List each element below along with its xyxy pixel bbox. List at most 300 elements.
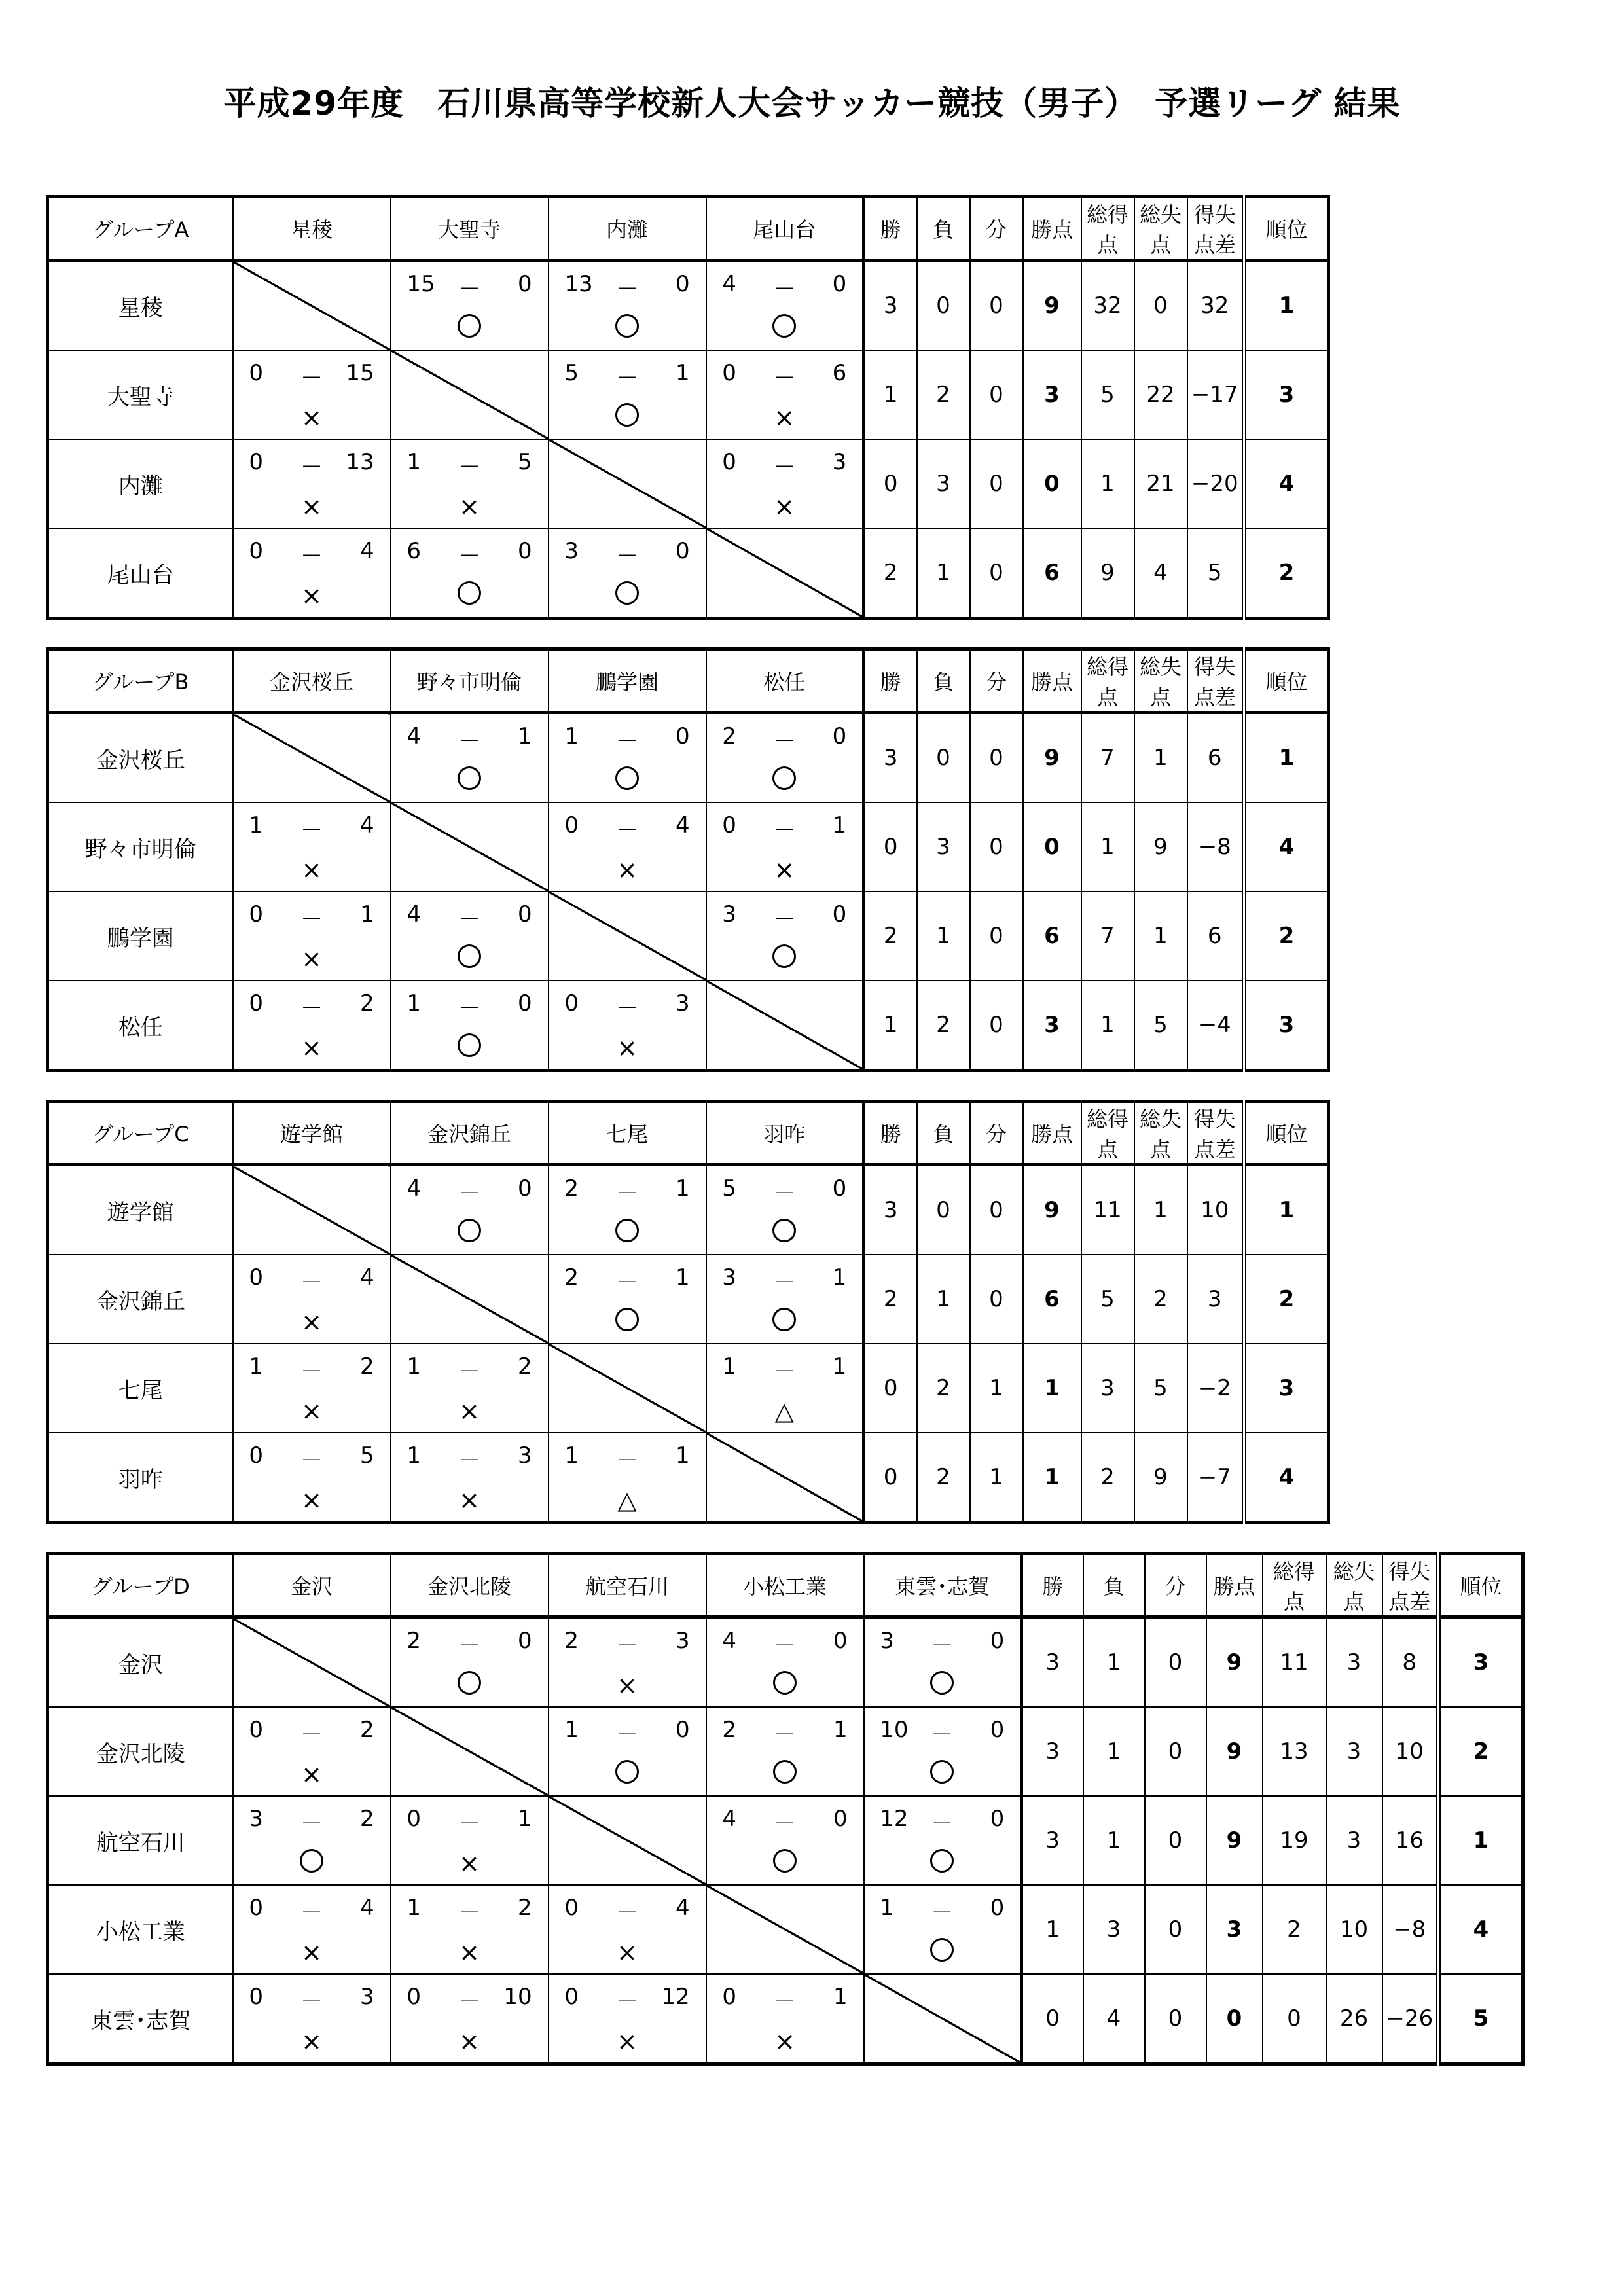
score-box [234,529,390,617]
score-dash: － [616,543,638,569]
match-result [233,1796,391,1885]
stat-losses: 1 [1083,1796,1145,1885]
match-result [549,350,706,439]
score-box [549,262,706,350]
score-dash: － [458,1359,480,1385]
stat-draws: 0 [970,528,1023,619]
stat-rank: 1 [1244,1165,1329,1255]
stat-points: 9 [1206,1796,1263,1885]
win-circle-icon [930,1760,954,1784]
loss-cross-icon: × [774,855,795,884]
win-circle-icon [930,1671,954,1695]
goals-for: 1 [564,723,579,749]
team-row [48,1165,1329,1255]
goals-against: 0 [517,1175,532,1202]
stat-draws: 0 [1145,1617,1206,1708]
stat-points: 1 [1023,1344,1081,1433]
score-dash: － [616,996,638,1022]
group-label: グループD [48,1554,233,1617]
stat-rank: 1 [1244,713,1329,803]
score-dash: － [458,1633,480,1659]
stat-rank: 1 [1244,260,1329,351]
loss-cross-icon: × [617,1033,638,1062]
stat-points: 6 [1023,528,1081,619]
goals-for: 15 [406,271,435,297]
score-box [391,981,548,1069]
row-team-name: 金沢桜丘 [48,713,233,803]
stat-wins: 0 [1022,1974,1083,2064]
goals-for: 1 [722,1354,736,1380]
stat-wins: 2 [864,528,917,619]
score-dash: － [774,1989,796,2015]
self-match-cell [706,1885,864,1974]
loss-cross-icon: × [774,2027,795,2056]
match-result [233,802,391,891]
match-result [706,1974,864,2064]
stat-losses: 0 [917,713,970,803]
stat-header: 総得点 [1081,197,1134,260]
score-dash: － [931,1811,954,1837]
self-match-cell [706,980,864,1071]
group-label: グループB [48,649,233,713]
stat-header: 勝点 [1206,1554,1263,1617]
stat-header: 総得点 [1081,1102,1134,1165]
goals-against: 1 [517,723,532,749]
goals-against: 1 [675,1443,690,1469]
stat-wins: 2 [864,891,917,980]
score-box [549,1166,706,1254]
stat-losses: 1 [917,1255,970,1344]
stat-header: 総失点 [1326,1554,1382,1617]
goals-for: 0 [564,1984,579,2010]
self-match-cell [391,350,549,439]
stat-points: 3 [1023,350,1081,439]
score-box [234,351,390,439]
goals-for: 0 [249,360,264,386]
stat-draws: 0 [1145,1796,1206,1885]
match-result [549,1974,706,2064]
goals-for: 0 [249,901,264,927]
stat-rank: 2 [1439,1707,1523,1796]
score-dash: － [931,1633,954,1659]
stat-goals-against-total: 0 [1134,260,1187,351]
score-box [865,1797,1020,1884]
win-circle-icon [773,1671,797,1695]
goals-for: 0 [722,449,736,475]
header-row [48,1554,1523,1617]
stat-goal-difference: −20 [1187,439,1244,528]
row-team-name: 羽咋 [48,1433,233,1523]
score-box [391,262,548,350]
score-box [707,1344,863,1432]
match-result [391,1885,549,1974]
stat-goals-for-total: 19 [1263,1796,1326,1885]
stat-goals-against-total: 26 [1326,1974,1382,2064]
stat-header: 負 [917,1102,970,1165]
stat-goals-for-total: 2 [1263,1885,1326,1974]
goals-against: 13 [346,449,374,475]
goals-for: 3 [722,1265,736,1291]
stat-points: 3 [1206,1885,1263,1974]
score-dash: － [300,996,323,1022]
team-row [48,1344,1329,1433]
goals-against: 2 [517,1354,532,1380]
loss-cross-icon: × [301,1033,322,1062]
goals-against: 0 [990,1628,1005,1654]
goals-against: 12 [661,1984,690,2010]
stat-wins: 3 [864,713,917,803]
win-circle-icon [615,314,639,338]
self-match-cell [391,1255,549,1344]
goals-for: 0 [564,1895,579,1921]
stat-wins: 3 [1022,1707,1083,1796]
group-c-table [46,1100,1330,1524]
stat-header: 分 [970,197,1023,260]
goals-against: 0 [675,723,690,749]
stat-goal-difference: −4 [1187,980,1244,1071]
goals-for: 0 [564,812,579,838]
match-result [549,1165,706,1255]
match-result [233,980,391,1071]
goals-for: 4 [406,901,422,927]
stat-goals-against-total: 22 [1134,350,1187,439]
goals-against: 0 [675,1717,690,1743]
column-team-name: 尾山台 [706,197,864,260]
stat-header: 勝 [864,1102,917,1165]
score-box [707,892,863,980]
win-circle-icon [772,1308,796,1331]
score-dash: － [773,728,796,755]
goals-against: 2 [359,990,374,1016]
goals-against: 1 [359,901,374,927]
column-team-name: 金沢 [233,1554,391,1617]
row-team-name: 金沢錦丘 [48,1255,233,1344]
score-dash: － [931,1900,954,1926]
goals-for: 0 [249,538,264,564]
match-result [864,1707,1022,1796]
column-team-name: 大聖寺 [391,197,549,260]
column-team-name: 松任 [706,649,864,713]
stat-goal-difference: 6 [1187,713,1244,803]
goals-for: 10 [880,1717,909,1743]
column-team-name: 金沢桜丘 [233,649,391,713]
score-dash: － [773,365,796,391]
score-dash: － [458,454,480,480]
row-team-name: 遊学館 [48,1165,233,1255]
stat-losses: 2 [917,1344,970,1433]
loss-cross-icon: × [301,855,322,884]
goals-for: 5 [722,1175,736,1202]
score-box [549,1886,706,1973]
match-result [391,1165,549,1255]
score-box [549,351,706,439]
goals-for: 5 [564,360,579,386]
stat-losses: 2 [917,980,970,1071]
team-row [48,1255,1329,1344]
match-result [706,802,864,891]
stat-goals-against-total: 1 [1134,891,1187,980]
row-team-name: 東雲･志賀 [48,1974,233,2064]
goals-against: 2 [359,1717,374,1743]
match-result [391,1617,549,1708]
stat-draws: 0 [1145,1974,1206,2064]
stat-goals-against-total: 4 [1134,528,1187,619]
score-box [707,1166,863,1254]
score-dash: － [774,1633,796,1659]
score-box [707,1619,863,1706]
match-result [233,1974,391,2064]
stat-goals-for-total: 9 [1081,528,1134,619]
self-match-cell [864,1974,1022,2064]
stat-losses: 1 [917,528,970,619]
team-row [48,802,1329,891]
stat-draws: 0 [970,980,1023,1071]
stat-draws: 0 [970,1165,1023,1255]
win-circle-icon [458,944,481,968]
goals-against: 5 [359,1443,374,1469]
stat-losses: 3 [917,439,970,528]
score-dash: － [616,1270,638,1296]
stat-wins: 1 [864,350,917,439]
match-result [706,1344,864,1433]
score-dash: － [774,1811,796,1837]
score-dash: － [616,817,638,844]
row-team-name: 尾山台 [48,528,233,619]
stat-goals-against-total: 5 [1134,1344,1187,1433]
group-label: グループC [48,1102,233,1165]
match-result [233,1344,391,1433]
team-row [48,1433,1329,1523]
goals-for: 4 [406,1175,422,1202]
loss-cross-icon: × [459,1849,480,1878]
self-match-cell [549,891,706,980]
score-dash: － [300,906,323,933]
self-match-cell [391,802,549,891]
match-result [549,1433,706,1523]
match-result [706,1165,864,1255]
stat-goals-for-total: 11 [1263,1617,1326,1708]
team-row [48,1707,1523,1796]
score-box [391,892,548,980]
stat-header: 得失点差 [1187,197,1244,260]
loss-cross-icon: × [617,855,638,884]
score-dash: － [458,996,480,1022]
goals-against: 4 [359,538,374,564]
win-circle-icon [772,944,796,968]
goals-for: 0 [722,812,736,838]
score-dash: － [300,365,323,391]
stat-points: 9 [1023,260,1081,351]
match-result [706,891,864,980]
match-result [391,1796,549,1885]
stat-goals-for-total: 5 [1081,350,1134,439]
loss-cross-icon: × [301,492,322,521]
row-team-name: 松任 [48,980,233,1071]
stat-wins: 0 [864,1433,917,1523]
stat-points: 1 [1023,1433,1081,1523]
column-team-name: 小松工業 [706,1554,864,1617]
score-box [234,1886,390,1973]
stat-rank: 3 [1244,980,1329,1071]
goals-for: 1 [564,1443,579,1469]
goals-for: 12 [880,1806,909,1832]
goals-against: 3 [675,1628,690,1654]
stat-draws: 0 [970,713,1023,803]
match-result [706,713,864,803]
score-dash: － [300,1989,323,2015]
goals-for: 0 [249,1717,264,1743]
self-match-cell [233,1617,391,1708]
win-circle-icon [930,1938,954,1962]
stat-rank: 3 [1244,1344,1329,1433]
goals-against: 0 [832,723,847,749]
self-match-cell [233,713,391,803]
stat-goals-for-total: 11 [1081,1165,1134,1255]
stat-header: 勝 [864,649,917,713]
column-team-name: 鵬学園 [549,649,706,713]
stat-header: 順位 [1439,1554,1523,1617]
score-box [549,1975,706,2062]
win-circle-icon [458,314,481,338]
stat-points: 9 [1206,1617,1263,1708]
match-result [549,1707,706,1796]
stat-goals-for-total: 0 [1263,1974,1326,2064]
score-box [549,803,706,891]
goals-for: 3 [880,1628,894,1654]
score-dash: － [458,276,480,302]
stat-wins: 3 [1022,1796,1083,1885]
column-team-name: 星稜 [233,197,391,260]
stat-goals-for-total: 1 [1081,439,1134,528]
match-result [391,980,549,1071]
goals-for: 1 [406,1443,422,1469]
score-dash: － [616,728,638,755]
team-row [48,439,1329,528]
goals-against: 0 [517,901,532,927]
goals-for: 0 [249,1895,264,1921]
stat-draws: 0 [970,1255,1023,1344]
score-box [865,1619,1020,1706]
stat-header: 総失点 [1134,197,1187,260]
row-team-name: 航空石川 [48,1796,233,1885]
score-dash: － [616,1722,638,1748]
goals-against: 3 [832,449,847,475]
stat-header: 順位 [1244,1102,1329,1165]
score-dash: － [774,1722,796,1748]
stat-wins: 3 [1022,1617,1083,1708]
goals-against: 3 [517,1443,532,1469]
stat-goal-difference: 5 [1187,528,1244,619]
stat-goals-against-total: 9 [1134,1433,1187,1523]
goals-for: 2 [564,1175,579,1202]
column-team-name: 遊学館 [233,1102,391,1165]
loss-cross-icon: × [301,1397,322,1426]
score-box [549,981,706,1069]
goals-against: 5 [517,449,532,475]
self-match-cell [233,1165,391,1255]
goals-for: 4 [406,723,422,749]
goals-for: 0 [249,1984,264,2010]
stat-goals-for-total: 1 [1081,802,1134,891]
goals-for: 4 [722,1806,737,1832]
stat-points: 6 [1023,891,1081,980]
column-team-name: 金沢錦丘 [391,1102,549,1165]
score-dash: － [773,817,796,844]
win-circle-icon [615,1219,639,1242]
stat-draws: 0 [970,260,1023,351]
goals-against: 1 [832,812,847,838]
match-result [706,260,864,351]
score-box [549,529,706,617]
stat-header: 勝 [864,197,917,260]
match-result [391,1344,549,1433]
team-row [48,1885,1523,1974]
goals-for: 0 [249,1265,264,1291]
stat-rank: 4 [1244,1433,1329,1523]
column-team-name: 羽咋 [706,1102,864,1165]
goals-against: 1 [833,1717,848,1743]
column-team-name: 野々市明倫 [391,649,549,713]
goals-for: 2 [722,723,736,749]
match-result [233,891,391,980]
score-box [707,262,863,350]
match-result [233,1885,391,1974]
column-team-name: 金沢北陵 [391,1554,549,1617]
row-team-name: 金沢北陵 [48,1707,233,1796]
goals-against: 3 [359,1984,374,2010]
goals-against: 0 [517,538,532,564]
score-box [707,803,863,891]
goals-for: 1 [249,812,264,838]
win-circle-icon [458,581,481,605]
score-box [391,440,548,528]
stat-goal-difference: −2 [1187,1344,1244,1433]
loss-cross-icon: × [301,1938,322,1967]
row-team-name: 野々市明倫 [48,802,233,891]
stat-rank: 4 [1439,1885,1523,1974]
goals-for: 4 [722,1628,737,1654]
score-dash: － [458,1181,480,1207]
score-dash: － [616,1448,638,1474]
score-box [865,1708,1020,1795]
header-row [48,649,1329,713]
stat-header: 得失点差 [1187,1102,1244,1165]
match-result [706,350,864,439]
stat-losses: 4 [1083,1974,1145,2064]
stat-header: 勝点 [1023,1102,1081,1165]
match-result [233,528,391,619]
header-row [48,1102,1329,1165]
stat-rank: 2 [1244,528,1329,619]
loss-cross-icon: × [459,1397,480,1426]
stat-header: 勝点 [1023,197,1081,260]
stat-header: 得失点差 [1187,649,1244,713]
match-result [233,1707,391,1796]
score-dash: － [773,1359,796,1385]
team-row [48,713,1329,803]
win-circle-icon [300,1849,323,1873]
stat-header: 勝 [1022,1554,1083,1617]
stat-goal-difference: −7 [1187,1433,1244,1523]
group-label: グループA [48,197,233,260]
stat-wins: 0 [864,802,917,891]
stat-draws: 0 [970,891,1023,980]
loss-cross-icon: × [301,403,322,432]
score-box [865,1886,1020,1973]
win-circle-icon [615,766,639,790]
score-dash: － [300,1900,323,1926]
stat-header: 順位 [1244,197,1329,260]
